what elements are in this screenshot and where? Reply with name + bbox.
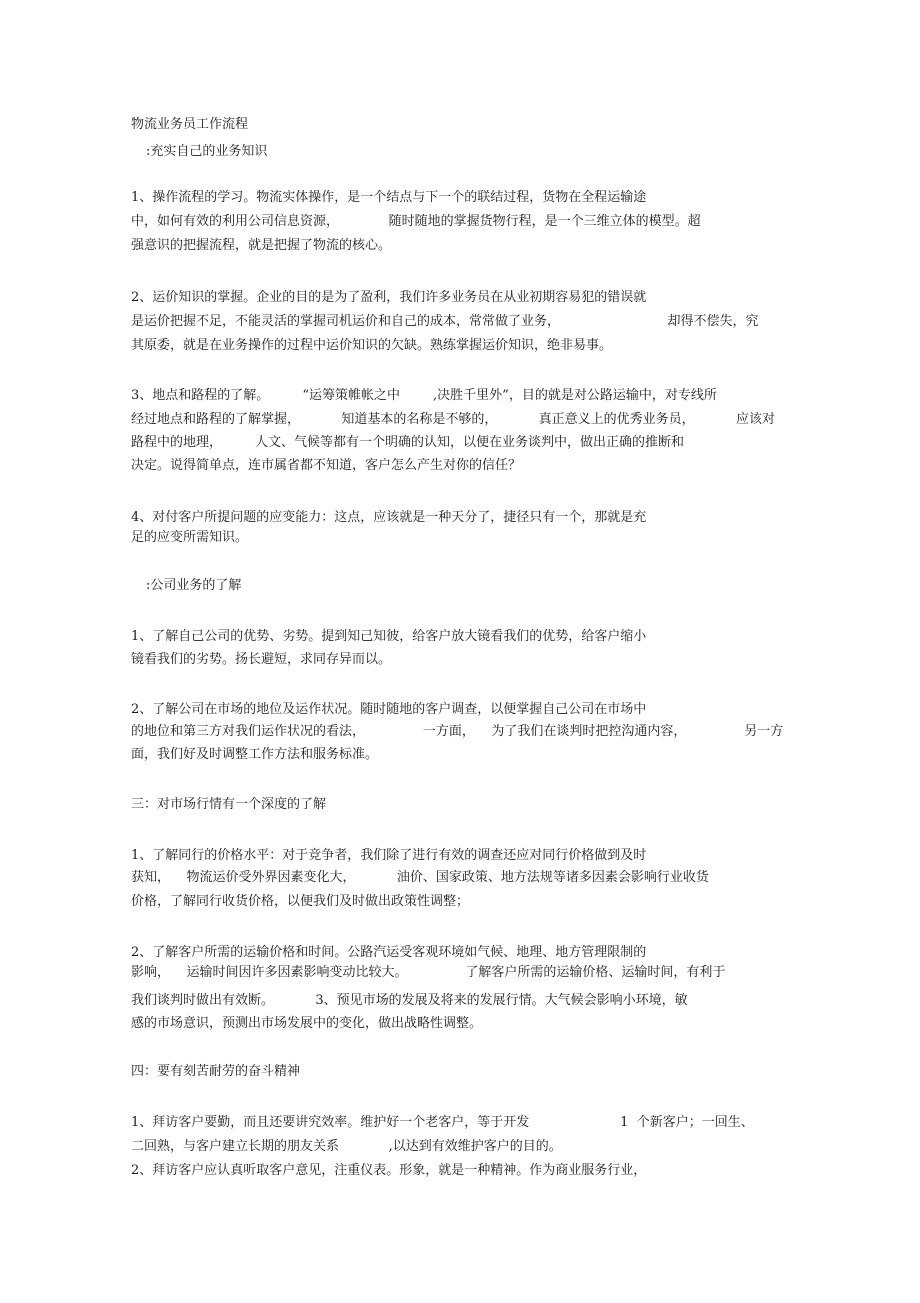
paragraph-line: 价格，了解同行收货价格，以便我们及时做出政策性调整；: [131, 894, 470, 909]
paragraph-line: 经过地点和路程的了解掌握， 知道基本的名称是不够的， 真正意义上的优秀业务员， 应该对: [131, 412, 775, 427]
paragraph-line: 3、地点和路程的了解。 “运筹策帷帐之中 ,决胜千里外”，目的就是对公路运输中，对专线所: [131, 388, 717, 403]
section-heading-3: 三：对市场行情有一个深度的了解: [131, 797, 327, 812]
paragraph-line: 中，如何有效的利用公司信息资源， 随时随地的掌握货物行程，是一个三维立体的模型。超: [131, 214, 701, 229]
paragraph-line: 强意识的把握流程，就是把握了物流的核心。: [131, 238, 392, 253]
paragraph-line: 2、了解客户所需的运输价格和时间。公路汽运受客观环境如气候、地理、地方管理限制的: [131, 945, 647, 960]
paragraph-line: 我们谈判时做出有效断。 3、预见市场的发展及将来的发展行情。大气候会影响小环境，敏: [131, 993, 688, 1008]
paragraph-line: 的地位和第三方对我们运作状况的看法， 一方面， 为了我们在谈判时把控沟通内容， 另一方: [131, 724, 784, 739]
paragraph-line: 1、了解自己公司的优势、劣势。提到知己知彼，给客户放大镜看我们的优势，给客户缩小: [131, 629, 647, 644]
paragraph-line: 2、运价知识的掌握。企业的目的是为了盈利，我们许多业务员在从业初期容易犯的错误就: [131, 290, 647, 305]
paragraph-line: 获知， 物流运价受外界因素变化大， 油价、国家政策、地方法规等诸多因素会影响行业收货: [131, 870, 709, 885]
section-heading-4: 四：要有刻苦耐劳的奋斗精神: [131, 1064, 301, 1079]
paragraph-line: 1、了解同行的价格水平：对于竞争者，我们除了进行有效的调查还应对同行价格做到及时: [131, 848, 647, 863]
paragraph-line: 2、拜访客户应认真听取客户意见，注重仪表。形象，就是一种精神。作为商业服务行业，: [131, 1163, 647, 1178]
paragraph-line: 1、操作流程的学习。物流实体操作，是一个结点与下一个的联结过程，货物在全程运输途: [131, 190, 647, 205]
paragraph-line: 2、了解公司在市场的地位及运作状况。随时随地的客户调查，以便掌握自己公司在市场中: [131, 702, 647, 717]
paragraph-line: 感的市场意识，预测出市场发展中的变化，做出战略性调整。: [131, 1016, 483, 1031]
paragraph-line: 决定。说得简单点，连市属省都不知道，客户怎么产生对你的信任？: [131, 458, 522, 473]
paragraph-line: 路程中的地理， 人文、气候等都有一个明确的认知，以便在业务谈判中，做出正确的推断和: [131, 435, 685, 450]
document-title: 物流业务员工作流程: [131, 117, 249, 132]
paragraph-line: 是运价把握不足，不能灵活的掌握司机运价和自己的成本，常常做了业务， 却得不偿失，究: [131, 314, 759, 329]
paragraph-line: 4、对付客户所提问题的应变能力：这点，应该就是一种天分了，捷径只有一个，那就是充: [131, 510, 647, 525]
paragraph-line: 二回熟，与客户建立长期的朋友关系 ,以达到有效维护客户的目的。: [131, 1139, 562, 1154]
paragraph-line: 镜看我们的劣势。扬长避短，求同存异而以。: [131, 652, 392, 667]
section-heading-2: :公司业务的了解: [146, 578, 242, 593]
paragraph-line: 1、拜访客户要勤，而且还要讲究效率。维护好一个老客户，等于开发 1 个新客户；一回生、: [131, 1115, 754, 1130]
paragraph-line: 面，我们好及时调整工作方法和服务标准。: [131, 747, 379, 762]
paragraph-line: 其原委，就是在业务操作的过程中运价知识的欠缺。熟练掌握运价知识，绝非易事。: [131, 338, 613, 353]
paragraph-line: 足的应变所需知识。: [131, 530, 249, 545]
section-heading-1: :充实自己的业务知识: [146, 144, 268, 159]
paragraph-line: 影响， 运输时间因许多因素影响变动比较大。 了解客户所需的运输价格、运输时间，有利于: [131, 965, 726, 980]
